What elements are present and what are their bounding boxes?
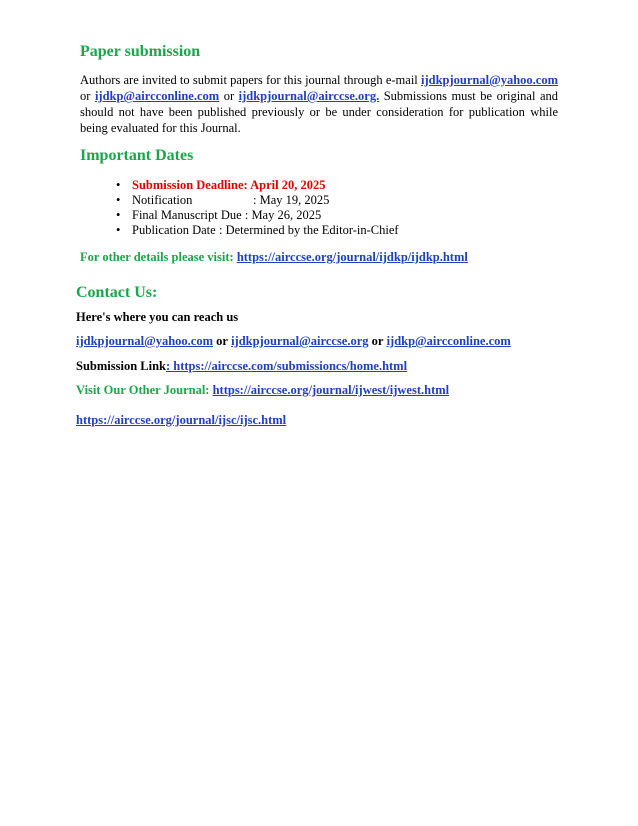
email-link-aircconline[interactable]: ijdkp@aircconline.com xyxy=(94,89,220,103)
date-label: Final Manuscript Due xyxy=(132,208,242,222)
bullet-icon: • xyxy=(116,223,121,237)
date-label: Submission Deadline: April 20, 2025 xyxy=(132,178,326,192)
contact-email-yahoo[interactable]: ijdkpjournal@yahoo.com xyxy=(76,334,213,348)
date-value: : May 19, 2025 xyxy=(253,193,330,207)
date-item-final-manuscript xyxy=(116,208,556,223)
or-text: or xyxy=(371,334,384,348)
submission-link[interactable]: : https://airccse.com/submissioncs/home.html xyxy=(165,359,408,373)
date-item-publication xyxy=(116,223,556,238)
paper-submission-heading: Paper submission xyxy=(80,43,201,60)
email-link-airccse[interactable]: ijdkpjournal@airccse.org. xyxy=(238,89,380,103)
other-journal-line xyxy=(76,383,449,398)
or-text: or xyxy=(80,89,91,103)
contact-email-airccse[interactable]: ijdkpjournal@airccse.org xyxy=(231,334,369,348)
date-item-submission-deadline xyxy=(116,178,556,193)
other-details-label: For other details please visit: xyxy=(80,250,234,264)
date-label: Notification xyxy=(132,193,193,207)
or-text: or xyxy=(223,89,235,103)
date-value: : Determined by the Editor-in-Chief xyxy=(219,223,399,237)
bullet-icon: • xyxy=(116,178,121,192)
date-label: Publication Date xyxy=(132,223,216,237)
date-value: : May 26, 2025 xyxy=(244,208,322,222)
submission-intro-text: Authors are invited to submit papers for this journal through e-mail xyxy=(80,73,418,87)
paper-submission-paragraph xyxy=(80,72,558,136)
other-journal-label: Visit Our Other Journal: xyxy=(76,383,210,397)
dates-list xyxy=(116,178,556,238)
other-journal-link-ijsc[interactable]: https://airccse.org/journal/ijsc/ijsc.html xyxy=(76,413,287,427)
bullet-icon: • xyxy=(116,193,121,207)
journal-details-link[interactable]: https://airccse.org/journal/ijdkp/ijdkp.html xyxy=(236,250,468,264)
important-dates-heading: Important Dates xyxy=(80,147,194,164)
bullet-icon: • xyxy=(116,208,121,222)
submission-link-label: Submission Link xyxy=(76,359,166,373)
or-text: or xyxy=(216,334,228,348)
other-journal-line-2 xyxy=(76,413,286,428)
other-details-line xyxy=(80,250,468,265)
other-journal-link-ijwest[interactable]: https://airccse.org/journal/ijwest/ijwest.html xyxy=(212,383,450,397)
contact-us-heading: Contact Us: xyxy=(76,284,158,301)
contact-emails-line xyxy=(76,334,511,349)
email-link-yahoo[interactable]: ijdkpjournal@yahoo.com xyxy=(421,73,558,87)
submission-link-line xyxy=(76,359,407,374)
submission-policy-text: Submissions must be original and should not have been published previously or be under consideration for publication while being evaluated for this Journal. xyxy=(80,89,559,135)
reach-us-text: Here's where you can reach us xyxy=(76,310,239,324)
contact-email-aircconline[interactable]: ijdkp@aircconline.com xyxy=(386,334,511,348)
date-item-notification xyxy=(116,193,556,208)
